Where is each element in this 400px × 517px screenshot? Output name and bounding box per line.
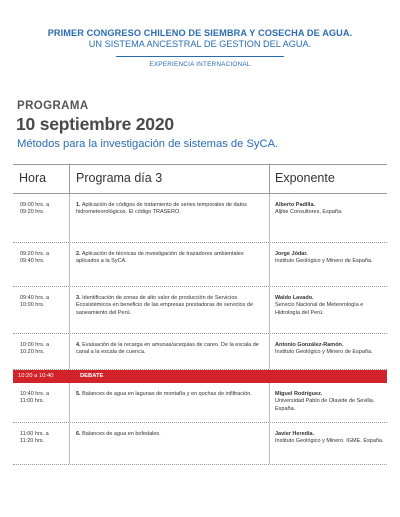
topic-number: 4. <box>76 342 81 348</box>
speaker-cell <box>275 391 385 413</box>
table-row <box>13 334 387 370</box>
topic-cell <box>76 251 266 266</box>
table-row <box>13 194 387 243</box>
topic-cell <box>76 391 266 398</box>
topic-text: Balances de agua en bofedales. <box>82 431 161 437</box>
topic-number: 5. <box>76 391 81 397</box>
topic-cell <box>76 342 266 357</box>
speaker-affiliation: Instituto Geológico y Minero. IGME. España. <box>275 438 384 445</box>
speaker-name: Waldo Lavado. <box>275 295 314 301</box>
time-cell <box>20 431 68 446</box>
speaker-cell <box>275 342 385 357</box>
table-row <box>13 287 387 334</box>
column-header-programa: Programa día 3 <box>76 171 163 185</box>
table-row <box>13 423 387 465</box>
time-end: 09:40 hrs. <box>20 258 45 265</box>
break-label: DEBATE <box>80 373 104 379</box>
time-start: 10:40 hrs. a <box>20 391 50 397</box>
time-cell <box>20 295 68 310</box>
column-divider <box>69 287 70 333</box>
time-cell <box>20 251 68 266</box>
column-divider <box>269 287 270 333</box>
topic-text: Aplicación de códigos de tratamiento de series temporales de datos hidrometeorológicos. El código TRASERO. <box>76 202 247 216</box>
program-subtitle: Métodos para la investigación de sistemas de SyCA. <box>17 138 279 150</box>
topic-cell <box>76 295 266 317</box>
schedule-rows-late <box>13 383 387 465</box>
column-divider <box>69 194 70 242</box>
time-end: 10:00 hrs. <box>20 302 45 309</box>
table-row <box>13 383 387 423</box>
time-start: 09:00 hrs. a <box>20 202 50 208</box>
time-end: 10:20 hrs. <box>20 349 45 356</box>
time-cell <box>20 202 68 217</box>
header-divider <box>116 56 284 57</box>
column-divider <box>69 243 70 286</box>
column-divider <box>269 383 270 422</box>
column-divider <box>69 334 70 369</box>
topic-number: 1. <box>76 202 81 208</box>
column-divider <box>69 383 70 422</box>
speaker-cell <box>275 431 385 446</box>
speaker-affiliation: Instituto Geológico y Minero de España. <box>275 258 373 265</box>
table-header <box>13 164 387 194</box>
event-subtitle: EXPERIENCIA INTERNACIONAL <box>149 61 251 68</box>
table-row <box>13 243 387 287</box>
column-divider <box>269 423 270 464</box>
speaker-cell <box>275 251 385 266</box>
topic-text: Aplicación de técnicas de investigación de trazadores ambientales aplicados a la SyCA. <box>76 251 244 265</box>
time-end: 09:20 hrs. <box>20 209 45 216</box>
time-end: 11:00 hrs. <box>20 398 45 405</box>
time-cell <box>20 342 68 357</box>
column-header-hora: Hora <box>19 171 47 185</box>
speaker-name: Javier Heredia. <box>275 431 315 437</box>
event-header <box>0 28 400 69</box>
speaker-affiliation: Universidad Pablo de Olavide de Sevilla. España. <box>275 398 375 412</box>
program-date: 10 septiembre 2020 <box>16 114 174 134</box>
topic-cell <box>76 202 266 217</box>
event-title-line1: PRIMER CONGRESO CHILENO DE SIEMBRA Y COSECHA DE AGUA. <box>47 28 353 38</box>
speaker-cell <box>275 295 385 317</box>
time-start: 10:00 hrs. a <box>20 342 50 348</box>
break-time: 10:20 a 10:40 <box>18 373 54 379</box>
time-cell <box>20 391 68 406</box>
column-header-exponente: Exponente <box>275 171 335 185</box>
speaker-name: Alberto Padilla. <box>275 202 316 208</box>
topic-number: 2. <box>76 251 81 257</box>
topic-number: 6. <box>76 431 81 437</box>
topic-text: Evaluación de la recarga en amunas/acequias de careo. De la escala de canal a la escala de cuenca. <box>76 342 259 356</box>
topic-number: 3. <box>76 295 81 301</box>
time-end: 11:20 hrs. <box>20 438 45 445</box>
column-divider <box>69 423 70 464</box>
speaker-name: Jorge Jódar. <box>275 251 308 257</box>
schedule-rows-morning <box>13 194 387 370</box>
column-divider <box>69 165 70 193</box>
column-divider <box>269 243 270 286</box>
time-start: 09:20 hrs. a <box>20 251 50 257</box>
speaker-name: Miguel Rodríguez. <box>275 391 323 397</box>
event-title-line2: UN SISTEMA ANCESTRAL DE GESTION DEL AGUA. <box>88 39 312 49</box>
speaker-name: Antonio González-Ramón. <box>275 342 344 348</box>
topic-cell <box>76 431 266 438</box>
topic-text: Identificación de zonas de alto valor de producción de Servicios Ecosistémicos en beneficio de las empresas prestadoras de servicios de saneamiento del Perú. <box>76 295 254 316</box>
schedule-table <box>13 164 387 465</box>
time-start: 09:40 hrs. a <box>20 295 50 301</box>
time-start: 11:00 hrs. a <box>20 431 49 437</box>
speaker-affiliation: Servicio Nacional de Meteorología e Hidrología del Perú. <box>275 302 364 316</box>
speaker-affiliation: Aljibe Consultores, España. <box>275 209 343 216</box>
break-row <box>13 370 387 383</box>
speaker-affiliation: Instituto Geológico y Minero de España. <box>275 349 373 356</box>
column-divider <box>269 334 270 369</box>
column-divider <box>269 165 270 193</box>
column-divider <box>269 194 270 242</box>
topic-text: Balances de agua en lagunas de montaña y en qochas de infiltración. <box>82 391 252 397</box>
speaker-cell <box>275 202 385 217</box>
program-label: PROGRAMA <box>17 100 89 112</box>
